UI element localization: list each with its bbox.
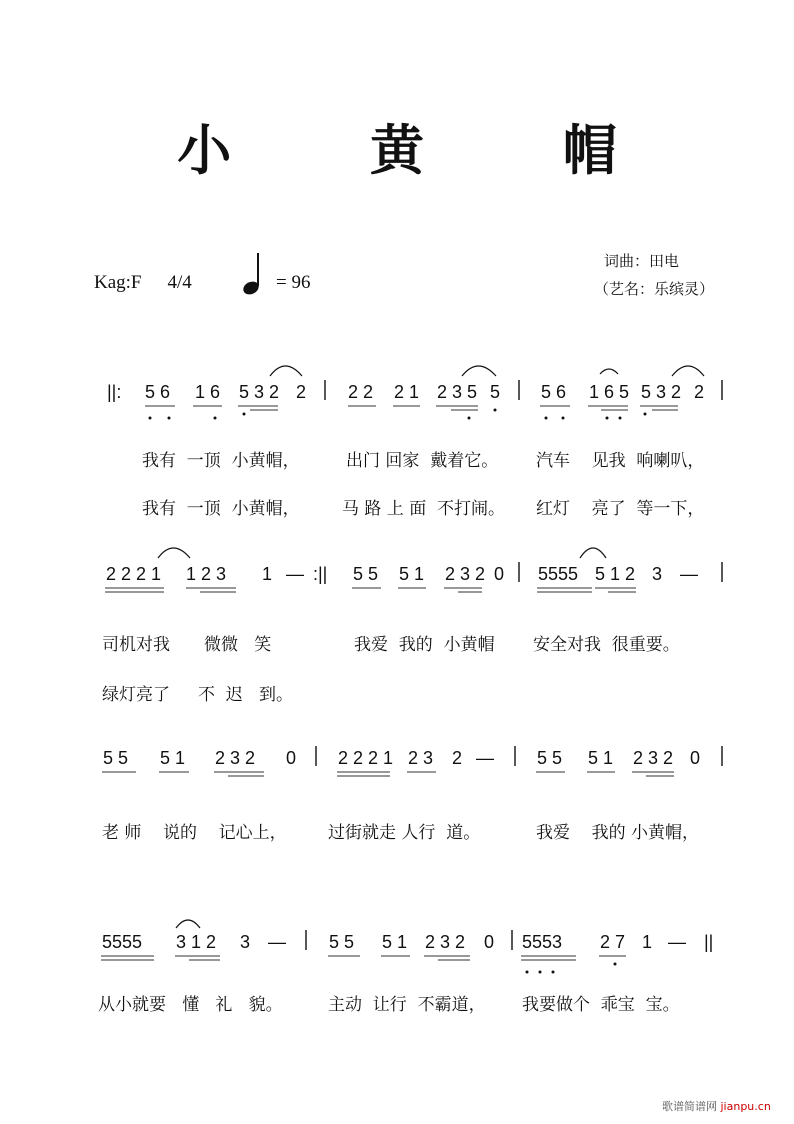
note-group: 2 3 2 <box>445 564 486 584</box>
note-group: 2 <box>694 382 705 402</box>
lyric-phrase: 不 迟 到。 <box>198 685 294 705</box>
note-group: 5 5 <box>537 748 563 768</box>
note-group: 1 <box>262 564 273 584</box>
note-group: — <box>476 748 494 768</box>
lyric-phrase: 主动 让行 不霸道， <box>328 995 486 1015</box>
note-group: 2 2 2 1 <box>338 748 394 768</box>
note-group: 1 6 <box>195 382 221 402</box>
note-group: 2 3 5 <box>437 382 478 402</box>
note-group: 0 <box>286 748 297 768</box>
credit-alias: （艺名：乐缤灵） <box>594 280 715 298</box>
watermark <box>662 1098 771 1114</box>
repeat-end: :|| <box>313 564 328 584</box>
final-barline: || <box>704 932 714 952</box>
song-title: 小 黄 帽 <box>177 118 677 182</box>
lyric-phrase: 我要做个 乖宝 宝。 <box>522 995 680 1015</box>
note-group: 5 <box>490 382 501 402</box>
note-group: 2 3 2 <box>633 748 674 768</box>
note-group: 2 <box>452 748 463 768</box>
note-group: 2 3 2 <box>215 748 256 768</box>
time-signature: 4/4 <box>167 272 192 293</box>
lyric-phrase: 红灯 亮了 等一下， <box>536 499 705 519</box>
note-group: 0 <box>484 932 495 952</box>
note-group: — <box>668 932 686 952</box>
note-group: 5 3 2 <box>239 382 280 402</box>
tempo-marking: = 96 <box>276 272 311 293</box>
note-group: 2 3 <box>408 748 434 768</box>
note-group: 2 1 <box>394 382 420 402</box>
repeat-start: ||: <box>107 382 122 402</box>
note-group: 5555 <box>538 564 579 584</box>
note-group: — <box>286 564 304 584</box>
lyric-phrase: 绿灯亮了 <box>102 685 170 705</box>
lyric-phrase: 微微 笑 <box>204 635 272 655</box>
note-group: 5 1 <box>382 932 408 952</box>
lyric-phrase: 过街就走 人行 道。 <box>328 823 481 843</box>
note-group: 2 2 2 1 <box>106 564 162 584</box>
lyric-phrase: 出门 回家 戴着它。 <box>346 451 499 471</box>
note-group: 3 <box>652 564 663 584</box>
lyric-phrase: 我爱 我的 小黄帽 <box>354 635 495 655</box>
lyric-phrase: 安全对我 很重要。 <box>533 635 680 655</box>
lyric-phrase: 司机对我 <box>102 635 170 655</box>
note-group: 2 <box>296 382 307 402</box>
note-group: 5 6 <box>541 382 567 402</box>
key-signature: Kag:F <box>94 272 142 293</box>
lyric-phrase: 我有 一顶 小黄帽， <box>142 499 300 519</box>
note-group: — <box>268 932 286 952</box>
lyric-phrase: 我爱 我的 小黄帽， <box>536 823 700 843</box>
note-group: — <box>680 564 698 584</box>
note-group: 0 <box>494 564 505 584</box>
note-group: 3 <box>240 932 251 952</box>
lyric-phrase: 马 路 上 面 不打闹。 <box>342 499 506 519</box>
watermark-domain: jianpu.cn <box>720 1100 771 1113</box>
credit-writer: 词曲：田电 <box>604 252 680 270</box>
lyric-phrase: 汽车 见我 响喇叭， <box>536 451 705 471</box>
note-group: 3 1 2 <box>176 932 217 952</box>
note-group: 5 5 <box>103 748 129 768</box>
note-group: 0 <box>690 748 701 768</box>
lyric-phrase: 老 师 说的 记心上， <box>102 823 287 843</box>
note-group: 5 1 <box>160 748 186 768</box>
note-group: 2 3 2 <box>425 932 466 952</box>
note-group: 5 5 <box>353 564 379 584</box>
lyric-phrase: 从小就要 懂 礼 貌。 <box>98 995 283 1015</box>
note-group: 5 1 2 <box>595 564 636 584</box>
note-group: 2 2 <box>348 382 374 402</box>
watermark-site: 歌谱简谱网 <box>662 1100 717 1113</box>
lyric-phrase: 我有 一顶 小黄帽， <box>142 451 300 471</box>
note-group: 1 6 5 <box>589 382 630 402</box>
note-group: 2 7 <box>600 932 626 952</box>
note-group: 5 3 2 <box>641 382 682 402</box>
note-group: 5 1 <box>399 564 425 584</box>
note-group: 1 <box>642 932 653 952</box>
note-group: 5553 <box>522 932 563 952</box>
note-group: 5 1 <box>588 748 614 768</box>
note-group: 1 2 3 <box>186 564 227 584</box>
note-group: 5 6 <box>145 382 171 402</box>
note-group: 5 5 <box>329 932 355 952</box>
note-group: 5555 <box>102 932 143 952</box>
